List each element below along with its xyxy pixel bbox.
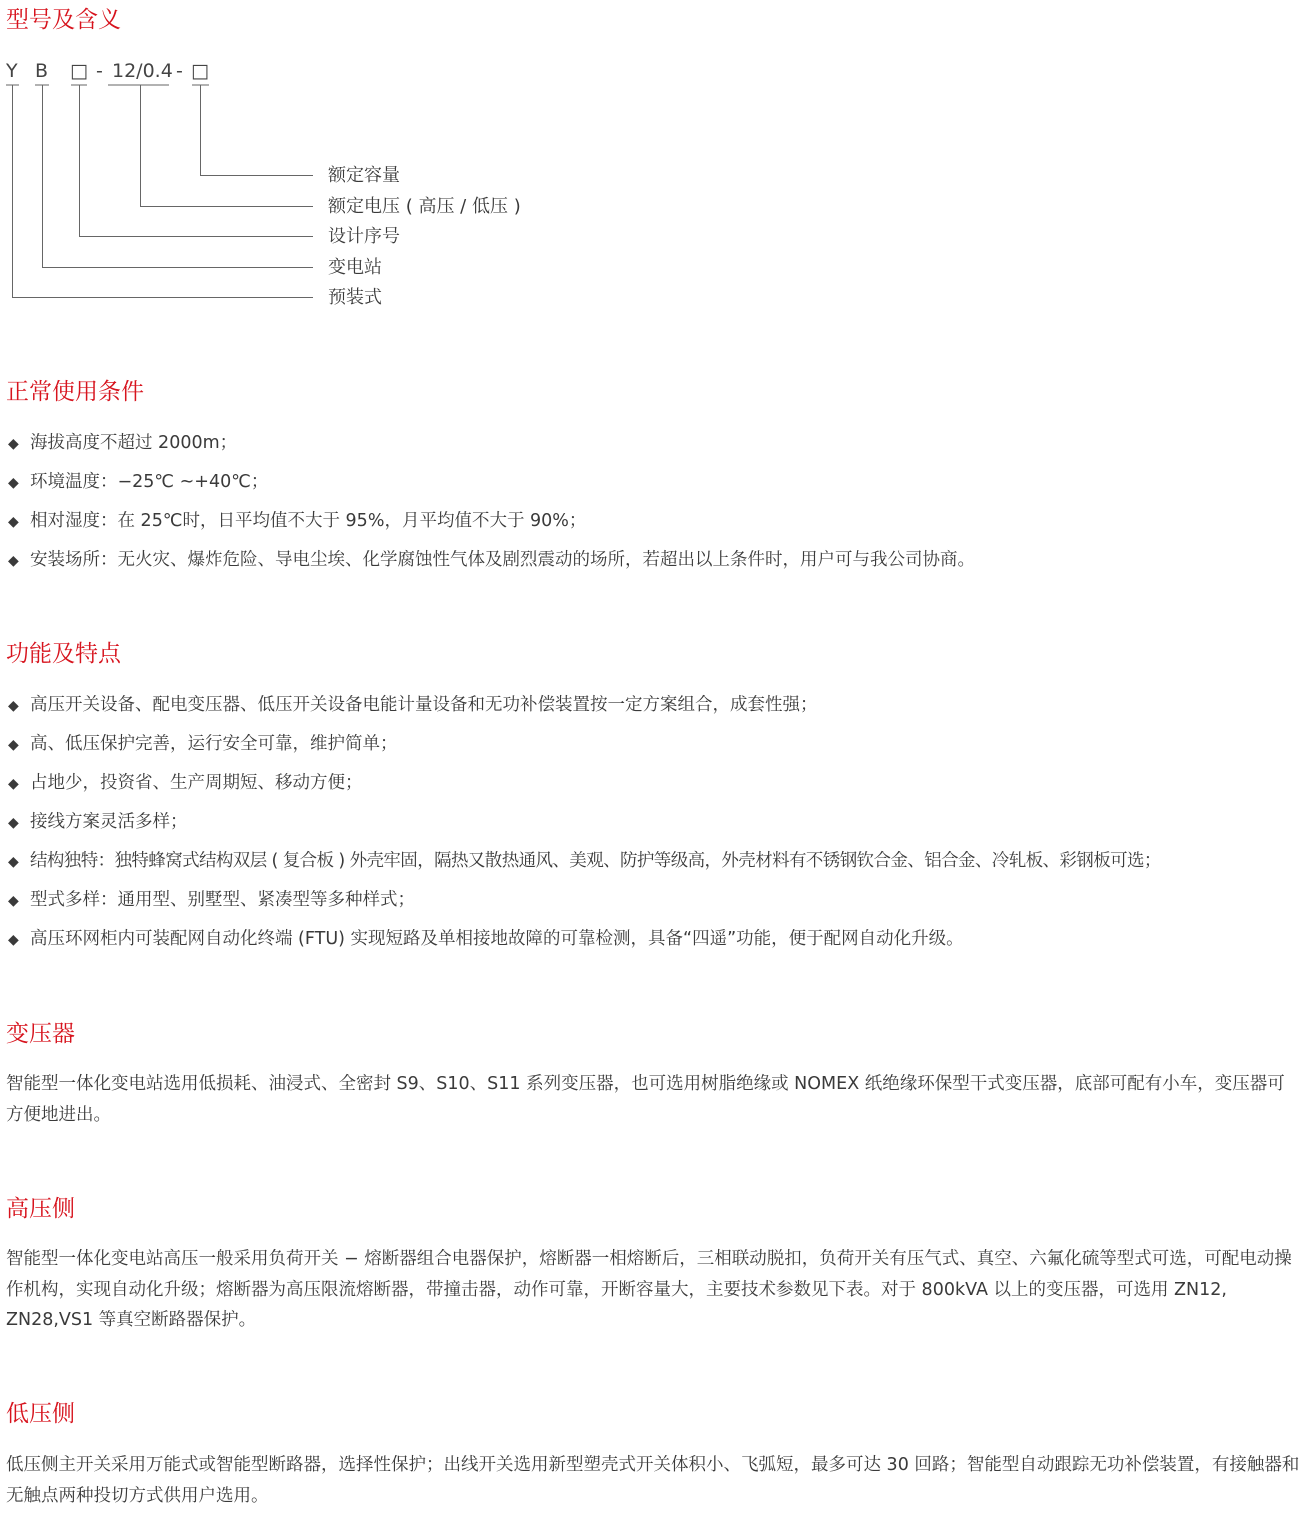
list-item: ◆ 接线方案灵活多样；	[8, 810, 1161, 849]
list-item: ◆ 环境温度：−25℃ ~+40℃；	[8, 470, 975, 509]
list-item: ◆ 高、低压保护完善，运行安全可靠，维护简单；	[8, 732, 1161, 771]
list-item: ◆ 型式多样：通用型、别墅型、紧凑型等多种样式；	[8, 888, 1161, 927]
label-rated-voltage: 额定电压 ( 高压 / 低压 )	[328, 196, 521, 217]
list-item: ◆ 安装场所：无火灾、爆炸危险、导电尘埃、化学腐蚀性气体及剧烈震动的场所，若超出以上条件时，用户可与我公司协商。	[8, 548, 975, 587]
diagram-lines	[0, 0, 330, 310]
list-item: ◆ 结构独特：独特蜂窝式结构双层 ( 复合板 ) 外壳牢固，隔热又散热通风、美观、防护等级高，外壳材料有不锈钢钦合金、铝合金、冷轧板、彩钢板可选；	[8, 849, 1161, 888]
diamond-bullet-icon: ◆	[8, 553, 19, 569]
code-y: Y	[6, 60, 18, 82]
features-list	[8, 693, 1161, 966]
list-item: ◆ 高压开关设备、配电变压器、低压开关设备电能计量设备和无功补偿装置按一定方案组合，成套性强；	[8, 693, 1161, 732]
hv-side-text: 智能型一体化变电站高压一般采用负荷开关 − 熔断器组合电器保护，熔断器一相熔断后，三相联动脱扣，负荷开关有压气式、真空、六氟化硫等型式可选，可配电动操作机构，实现自动化升级；熔断器为高压限流熔断器，带撞击器，动作可靠，开断容量大，主要技术参数见下表。对于 800kVA 以上的变压器，可选用 ZN12, ZN28,VS1 等真空断路器保护。	[6, 1249, 1292, 1330]
code-voltage: 12/0.4	[112, 60, 173, 82]
section-heading-features: 功能及特点	[6, 641, 121, 667]
diamond-bullet-icon: ◆	[8, 893, 19, 909]
diamond-bullet-icon: ◆	[8, 698, 19, 714]
diamond-bullet-icon: ◆	[8, 854, 19, 870]
diamond-bullet-icon: ◆	[8, 815, 19, 831]
diamond-bullet-icon: ◆	[8, 475, 19, 491]
list-item: ◆ 海拔高度不超过 2000m；	[8, 431, 975, 470]
diamond-bullet-icon: ◆	[8, 514, 19, 530]
code-design-box: □	[70, 60, 88, 82]
list-item: ◆ 占地少，投资省、生产周期短、移动方便；	[8, 771, 1161, 810]
label-prefabricated: 预装式	[328, 287, 382, 308]
label-design-serial: 设计序号	[328, 226, 400, 247]
diamond-bullet-icon: ◆	[8, 776, 19, 792]
code-capacity-box: □	[191, 60, 209, 82]
section-heading-lv-side: 低压侧	[6, 1401, 75, 1427]
diamond-bullet-icon: ◆	[8, 932, 19, 948]
section-heading-model: 型号及含义	[6, 7, 121, 33]
conditions-list	[8, 431, 975, 587]
section-heading-conditions: 正常使用条件	[6, 379, 144, 405]
label-rated-capacity: 额定容量	[328, 165, 400, 186]
code-dash-1: -	[96, 60, 103, 82]
code-dash-2: -	[176, 60, 183, 82]
diamond-bullet-icon: ◆	[8, 436, 19, 452]
section-heading-transformer: 变压器	[6, 1021, 75, 1047]
code-b: B	[35, 60, 49, 82]
section-heading-hv-side: 高压侧	[6, 1196, 75, 1222]
list-item: ◆ 相对湿度：在 25℃时，日平均值不大于 95%，月平均值不大于 90%；	[8, 509, 975, 548]
list-item: ◆ 高压环网柜内可装配网自动化终端 (FTU) 实现短路及单相接地故障的可靠检测，具备“四遥”功能，便于配网自动化升级。	[8, 927, 1161, 966]
diamond-bullet-icon: ◆	[8, 737, 19, 753]
label-substation: 变电站	[328, 257, 382, 278]
lv-side-text: 低压侧主开关采用万能式或智能型断路器，选择性保护；出线开关选用新型塑壳式开关体积小、飞弧短，最多可达 30 回路；智能型自动跟踪无功补偿装置，有接触器和无触点两种投切方式供用户选用。	[6, 1455, 1300, 1506]
transformer-text: 智能型一体化变电站选用低损耗、油浸式、全密封 S9、S10、S11 系列变压器，也可选用树脂绝缘或 NOMEX 纸绝缘环保型干式变压器，底部可配有小车，变压器可方便地进出。	[6, 1074, 1285, 1125]
